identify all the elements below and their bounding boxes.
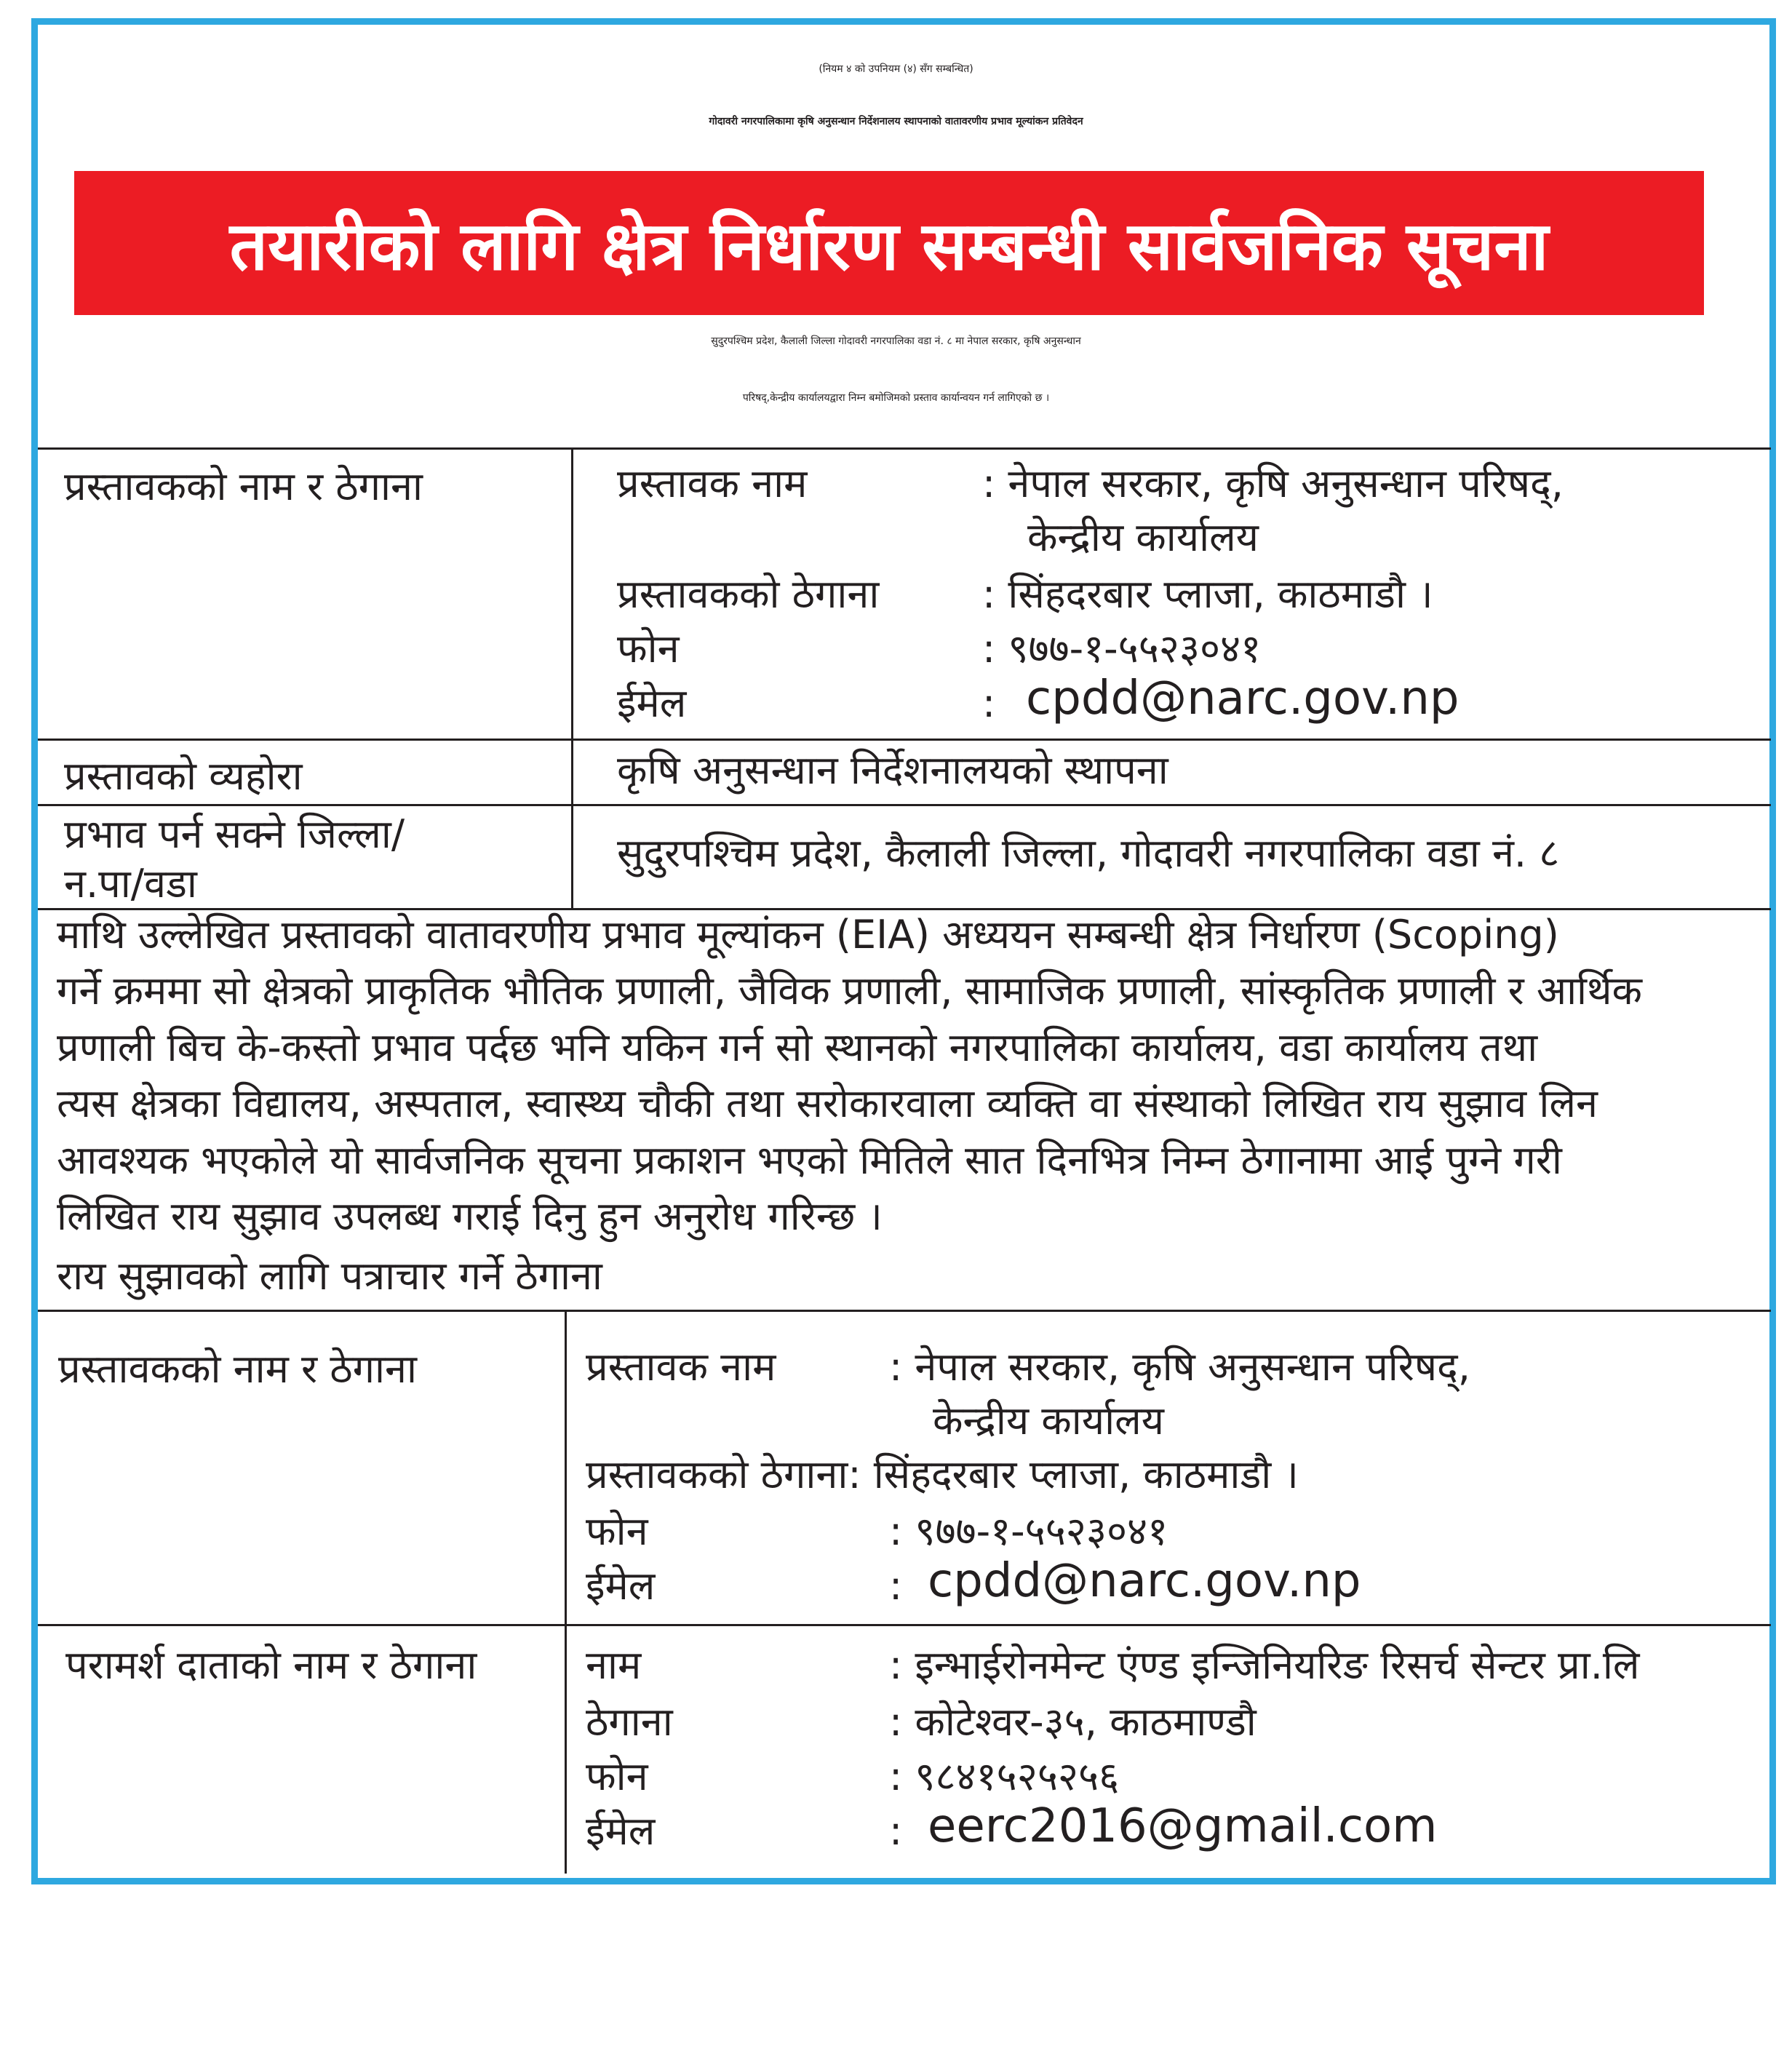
subject-value: कृषि अनुसन्धान निर्देशनालयको स्थापना — [617, 747, 1168, 793]
body-line-6: लिखित राय सुझाव उपलब्ध गराई दिनु हुन अनुरोध गरिन्छ । — [57, 1193, 883, 1239]
contact-proponent-label: प्रस्तावकको नाम र ठेगाना — [58, 1346, 417, 1392]
contact-email-value: cpdd@narc.gov.np — [928, 1554, 1361, 1608]
notice-banner — [74, 171, 1704, 315]
contact-phone-key: फोन — [586, 1508, 648, 1554]
area-label-line-2: न.पा/वडा — [64, 861, 197, 907]
proponent-address-value: : सिंहदरबार प्लाजा, काठमाडौ । — [982, 571, 1433, 617]
contact-name-value: : नेपाल सरकार, कृषि अनुसन्धान परिषद्, — [889, 1344, 1470, 1390]
contact-address-line: प्रस्तावकको ठेगाना: सिंहदरबार प्लाजा, काठमाडौ । — [586, 1452, 1299, 1497]
table-rule — [38, 739, 1771, 741]
contact-name-key: प्रस्तावक नाम — [586, 1344, 776, 1390]
proponent-address-key: प्रस्तावकको ठेगाना — [617, 571, 880, 617]
consultant-name-value: : इन्भाईरोनमेन्ट एंण्ड इन्जिनियरिङ रिसर्च सेन्टर प्रा.लि — [889, 1642, 1640, 1688]
consultant-phone-key: फोन — [586, 1754, 648, 1799]
intro-line-2: परिषद्,केन्द्रीय कार्यालयद्वारा निम्न बमोजिमको प्रस्ताव कार्यान्वयन गर्न लागिएको छ । — [742, 392, 1050, 404]
table-rule — [38, 1624, 1771, 1626]
body-line-4: त्यस क्षेत्रका विद्यालय, अस्पताल, स्वास्थ्य चौकी तथा सरोकारवाला व्यक्ति वा संस्थाको लिखित राय सुझाव लिन — [57, 1080, 1598, 1126]
consultant-phone-value: : ९८४१५२५२५६ — [889, 1754, 1120, 1799]
consultant-address-key: ठेगाना — [586, 1699, 673, 1745]
table-rule — [38, 804, 1771, 806]
consultant-name-key: नाम — [586, 1642, 642, 1688]
proponent-email-colon: : — [982, 680, 996, 726]
body-line-1: माथि उल्लेखित प्रस्तावको वातावरणीय प्रभाव मूल्यांकन (EIA) अध्ययन सम्बन्धी क्षेत्र निर्धारण (Scoping) — [57, 912, 1559, 958]
contact-phone-value: : ९७७-१-५५२३०४१ — [889, 1508, 1168, 1554]
banner-title: तयारीको लागि क्षेत्र निर्धारण सम्बन्धी सार्वजनिक सूचना — [229, 207, 1549, 285]
rule-reference: (नियम ४ को उपनियम (४) सँग सम्बन्धित) — [819, 63, 973, 75]
correspondence-heading: राय सुझावको लागि पत्राचार गर्ने ठेगाना — [57, 1253, 602, 1299]
proponent-email-key: ईमेल — [617, 680, 687, 726]
proponent-name-value-cont: केन्द्रीय कार्यालय — [1027, 514, 1259, 560]
consultant-address-value: : कोटेश्वर-३५, काठमाण्डौ — [889, 1699, 1257, 1745]
table-rule — [38, 447, 1771, 450]
proponent-name-value: : नेपाल सरकार, कृषि अनुसन्धान परिषद्, — [982, 461, 1564, 506]
contact-name-value-cont: केन्द्रीय कार्यालय — [933, 1398, 1164, 1444]
proponent-phone-key: फोन — [617, 626, 680, 672]
contact-email-key: ईमेल — [586, 1563, 656, 1609]
consultant-label: परामर्श दाताको नाम र ठेगाना — [65, 1642, 477, 1688]
proponent-label: प्रस्तावकको नाम र ठेगाना — [64, 463, 423, 509]
column-rule — [565, 1310, 567, 1874]
column-rule — [571, 447, 573, 909]
consultant-email-key: ईमेल — [586, 1808, 656, 1854]
consultant-email-colon: : — [889, 1808, 903, 1854]
consultant-email-value: eerc2016@gmail.com — [928, 1799, 1438, 1853]
area-value: सुदुरपश्चिम प्रदेश, कैलाली जिल्ला, गोदावरी नगरपालिका वडा नं. ८ — [617, 830, 1560, 876]
intro-line-1: सुदुरपश्चिम प्रदेश, कैलाली जिल्ला गोदावरी नगरपालिका वडा नं. ८ मा नेपाल सरकार, कृषि अनुसन्धान — [711, 335, 1081, 347]
area-label-line-1: प्रभाव पर्न सक्ने जिल्ला/ — [64, 811, 405, 857]
table-rule — [38, 908, 1771, 910]
body-line-5: आवश्यक भएकोले यो सार्वजनिक सूचना प्रकाशन भएको मितिले सात दिनभित्र निम्न ठेगानामा आई पुग्ने गरी — [57, 1137, 1562, 1183]
table-rule — [38, 1310, 1771, 1312]
proponent-name-key: प्रस्तावक नाम — [617, 461, 808, 506]
body-line-3: प्रणाली बिच के-कस्तो प्रभाव पर्दछ भनि यकिन गर्न सो स्थानको नगरपालिका कार्यालय, वडा कार्यालय तथा — [57, 1024, 1538, 1070]
proponent-phone-value: : ९७७-१-५५२३०४१ — [982, 626, 1262, 672]
contact-email-colon: : — [889, 1563, 903, 1609]
report-title: गोदावरी नगरपालिकामा कृषि अनुसन्धान निर्देशनालय स्थापनाको वातावरणीय प्रभाव मूल्यांकन प्रतिवेदन — [709, 116, 1083, 127]
proponent-email-value: cpdd@narc.gov.np — [1026, 672, 1460, 725]
subject-label: प्रस्तावको व्यहोरा — [64, 753, 303, 799]
body-line-2: गर्ने क्रममा सो क्षेत्रको प्राकृतिक भौतिक प्रणाली, जैविक प्रणाली, सामाजिक प्रणाली, सांस्कृतिक प्रणाली र आर्थिक — [57, 968, 1642, 1014]
